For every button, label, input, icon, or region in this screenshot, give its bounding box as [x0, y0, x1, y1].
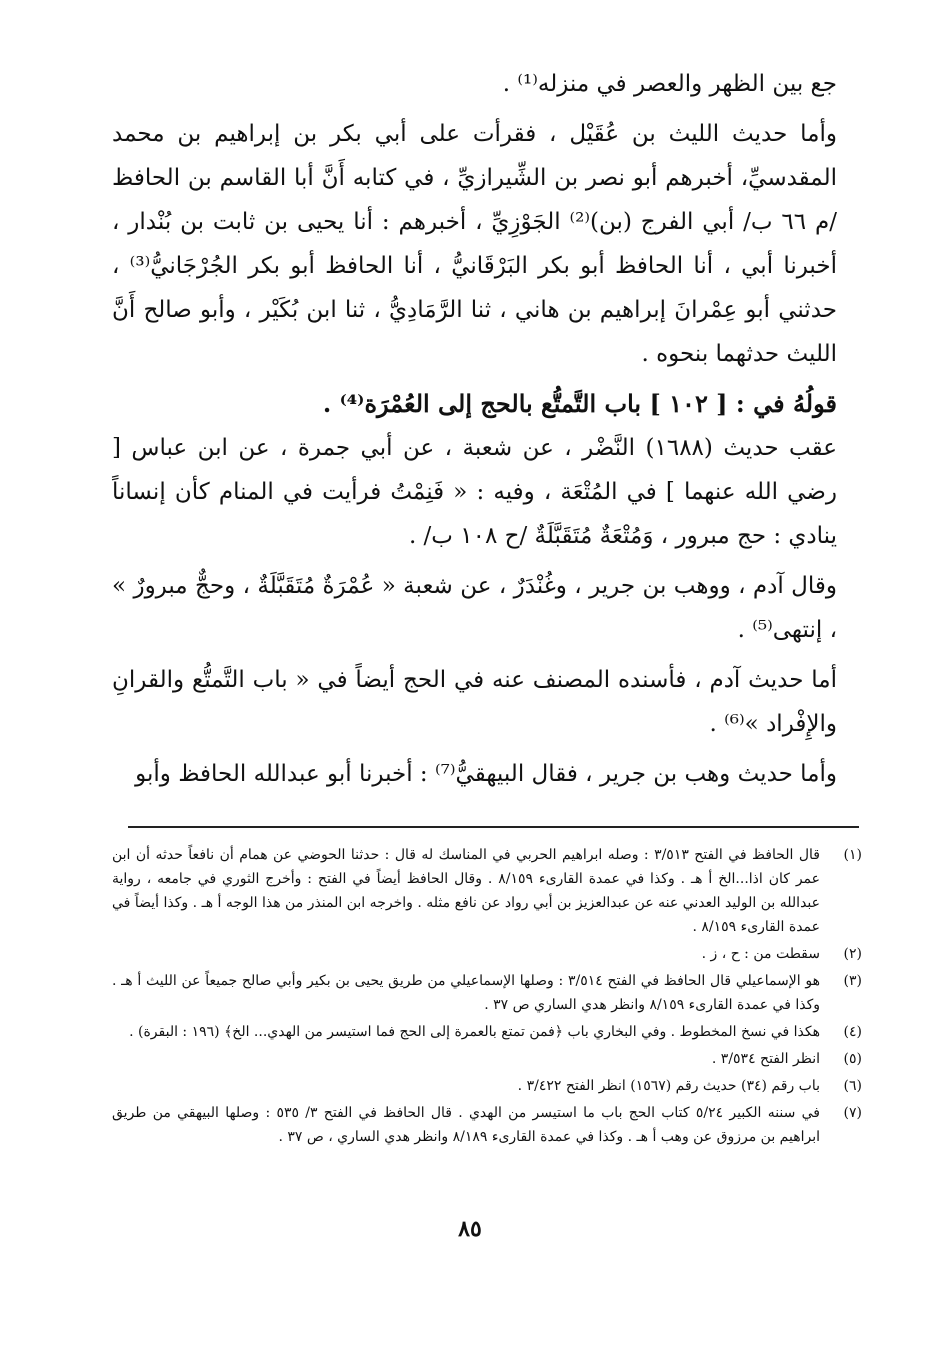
footnote-text: سقطت من : ح ، ز . [701, 946, 820, 962]
paragraph-4: وقال آدم ، ووهب بن جرير ، وغُنْدَرٌ ، عن شعبة « عُمْرَةٌ مُتَقَبَّلَةٌ ، وحجٌّ مبرورٌ » ، إنتهى⁽⁵⁾ . [112, 573, 837, 643]
footnote-separator [128, 826, 859, 828]
footnote-text: قال الحافظ في الفتح ٣/٥١٣ : وصله ابراهيم الحربي في المناسك له قال : حدثنا الحوضي عن همام أن نافعاً حدثه أن ابن عمر كان اذا...الخ أ هـ . وكذا في عمدة القارىء ٨/١٥٩ . وقال الحافظ أيضاً في الفتح : وأخرج الثوري في جامعه ، رواية عبدالله بن الوليد العدني عنه عن عبدالعزيز بن أبي رواد عن نافع مثله . واخرجه ابن المنذر من هذا الوجه أ هـ . وكذا أيضاً في عمدة القارىء ٨/١٥٩ . [112, 847, 820, 935]
paragraph-2: وأما حديث الليث بن عُقَيْل ، فقرأت على أبي بكر بن إبراهيم بن محمد المقدسيِّ، أخبرهم أبو نصر بن الشِّيرازيِّ ، في كتابه أَنَّ أبا القاسم بن الحافظ /م ٦٦ ب/ أبي الفرج (بن)⁽²⁾ الجَوْزِيِّ ، أخبرهم : أنا يحيى بن ثابت بن بُنْدار ، أخبرنا أبي ، أنا الحافظ أبو بكر البَرْقَانيُّ ، أنا الحافظ أبو بكر الجُرْجَانيُّ⁽³⁾ ، حدثني أبو عِمْرانَ إبراهيم بن هاني ، ثنا الرَّمَادِيُّ ، ثنا ابن بُكَيْر ، وأبو صالح أَنَّ الليث حدثهما بنحوه . [112, 121, 837, 367]
footnote-text: هكذا في نسخ المخطوط . وفي البخاري باب ﴿فمن تمتع بالعمرة إلى الحج فما استيسر من الهدي... الخ﴾ (١٩٦ : البقرة) . [129, 1024, 820, 1040]
footnotes [112, 843, 862, 1152]
footnote-text: باب رقم (٣٤) حديث رقم (١٥٦٧) انظر الفتح ٣/٤٢٢ . [517, 1078, 820, 1094]
footnote-2 [112, 942, 862, 966]
page-number: ٨٥ [458, 1216, 482, 1242]
footnote-4 [112, 1020, 862, 1044]
footnote-5 [112, 1047, 862, 1071]
footnote-text: انظر الفتح ٣/٥٣٤ . [711, 1051, 820, 1067]
footnote-3 [112, 969, 862, 1017]
footnote-number: (٦) [843, 1078, 862, 1094]
footnote-1 [112, 843, 862, 939]
paragraph-1: جع بين الظهر والعصر في منزله⁽¹⁾ . [502, 71, 837, 97]
footnote-number: (٣) [843, 973, 862, 989]
paragraph-5: أما حديث آدم ، فأسنده المصنف عنه في الحج أيضاً في « باب التَّمتُّع والقرانِ والإِفْراد »⁽⁶⁾ . [112, 667, 837, 737]
footnote-number: (٢) [843, 946, 862, 962]
paragraph-6: وأما حديث وهب بن جرير ، فقال البيهقيُّ⁽⁷⁾ : أخبرنا أبو عبدالله الحافظ وأبو [135, 761, 837, 787]
footnote-7 [112, 1101, 862, 1149]
footnote-6 [112, 1074, 862, 1098]
footnote-number: (٤) [843, 1024, 862, 1040]
footnote-text: هو الإسماعيلي قال الحافظ في الفتح ٣/٥١٤ : وصلها الإسماعيلي من طريق يحيى بن بكير وأبي صالح جميعاً عن الليث أ هـ . وكذا في عمدة القارىء ٨/١٥٩ وانظر هدي الساري ص ٣٧ . [112, 973, 820, 1013]
paragraph-3: عقب حديث (١٦٨٨) النَّضْر ، عن شعبة ، عن أبي جمرة ، عن ابن عباس [ رضي الله عنهما ] في المُتْعَة ، وفيه : « فَنِمْتُ فرأيت في المنام كأن إنساناً ينادي : حج مبرور ، وَمُتْعَةٌ مُتَقَبَّلَةٌ /ح ١٠٨ ب/ . [112, 435, 837, 549]
footnote-number: (٧) [843, 1105, 862, 1121]
footnote-number: (١) [843, 847, 862, 863]
footnote-text: في سننه الكبير ٥/٢٤ كتاب الحج باب ما استيسر من الهدي . قال الحافظ في الفتح ٣/ ٥٣٥ : وصلها البيهقي من طريق ابراهيم بن مرزوق عن وهب أ هـ . وكذا في عمدة القارىء ٨/١٨٩ وانظر هدي الساري ، ص ٣٧ . [112, 1105, 821, 1145]
footnote-number: (٥) [843, 1051, 862, 1067]
section-heading: قولُهُ في : [ ١٠٢ ] باب التَّمتُّع بالحج إلى العُمْرَة⁽⁴⁾ . [322, 389, 837, 418]
main-text [112, 62, 837, 796]
